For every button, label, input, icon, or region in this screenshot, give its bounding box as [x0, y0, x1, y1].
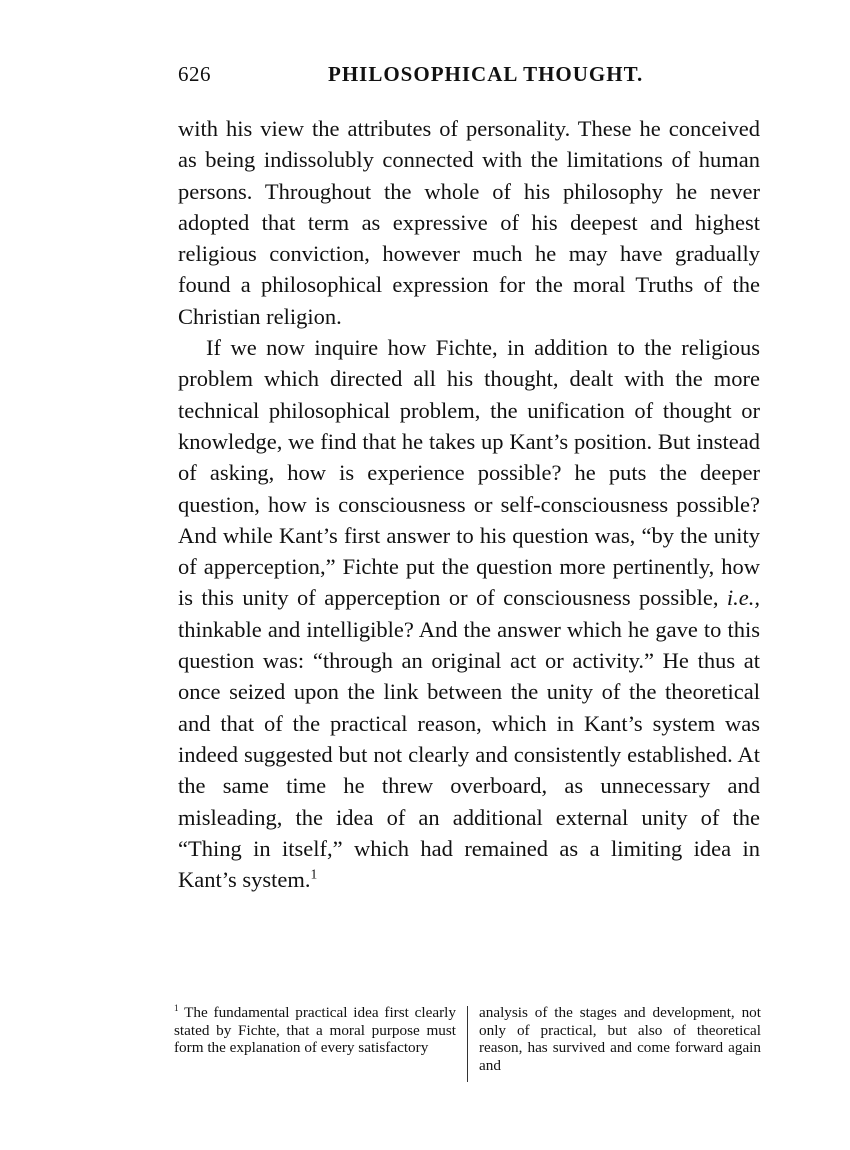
ie-abbreviation: i.e.,: [726, 585, 761, 611]
paragraph-2-part-b: thinkable and intelligible? And the answer which he gave to this question was: “through an original act or activity.” He thus at once seized upon the link between the unity of the theoretical and that of the practical reason, which in Kant’s system was indeed suggested but not clearly and consistently established. At the same time he threw overboard, as unnecessary and misleading, the idea of an additional external unity of the “Thing in itself,” which had remained as a limiting idea in Kant’s system.: [178, 616, 760, 893]
footnotes: [174, 1004, 764, 1084]
footnote-reference: 1: [310, 866, 318, 882]
footnote-column-left: [174, 1004, 456, 1057]
page-number: 626: [178, 62, 211, 86]
body-text: [178, 113, 760, 895]
running-head: PHILOSOPHICAL THOUGHT.: [328, 62, 644, 86]
footnote-divider: [467, 1006, 468, 1082]
paragraph-1: with his view the attributes of personality. These he conceived as being indissolubly connected with the limitations of human persons. Throughout the whole of his philosophy he never adopted that term as expressive of his deepest and highest religious conviction, however much he may have gradually found a philosophical expression for the moral Truths of the Christian religion.: [178, 116, 760, 329]
paragraph-2: [178, 332, 760, 895]
footnote-column-right: [479, 1004, 761, 1074]
footnote-marker: 1: [174, 1002, 179, 1013]
footnote-left-text: The fundamental practical idea first clearly stated by Fichte, that a moral purpose must form the explanation of every satisfactory: [174, 1004, 456, 1057]
paragraph-2-part-a: If we now inquire how Fichte, in addition to the religious problem which directed all his thought, dealt with the more technical philosophical problem, the unification of thought or knowledge, we find that he takes up Kant’s position. But instead of asking, how is experience possible? he puts the deeper question, how is consciousness or self-consciousness possible? And while Kant’s first answer to his question was, “by the unity of apperception,” Fichte put the question more pertinently, how is this unity of apperception or of consciousness possible,: [178, 335, 760, 611]
page-header: [178, 62, 760, 92]
footnote-right-text: analysis of the stages and development, not only of practical, but also of theoretical reason, has survived and come forward again and: [479, 1004, 761, 1074]
